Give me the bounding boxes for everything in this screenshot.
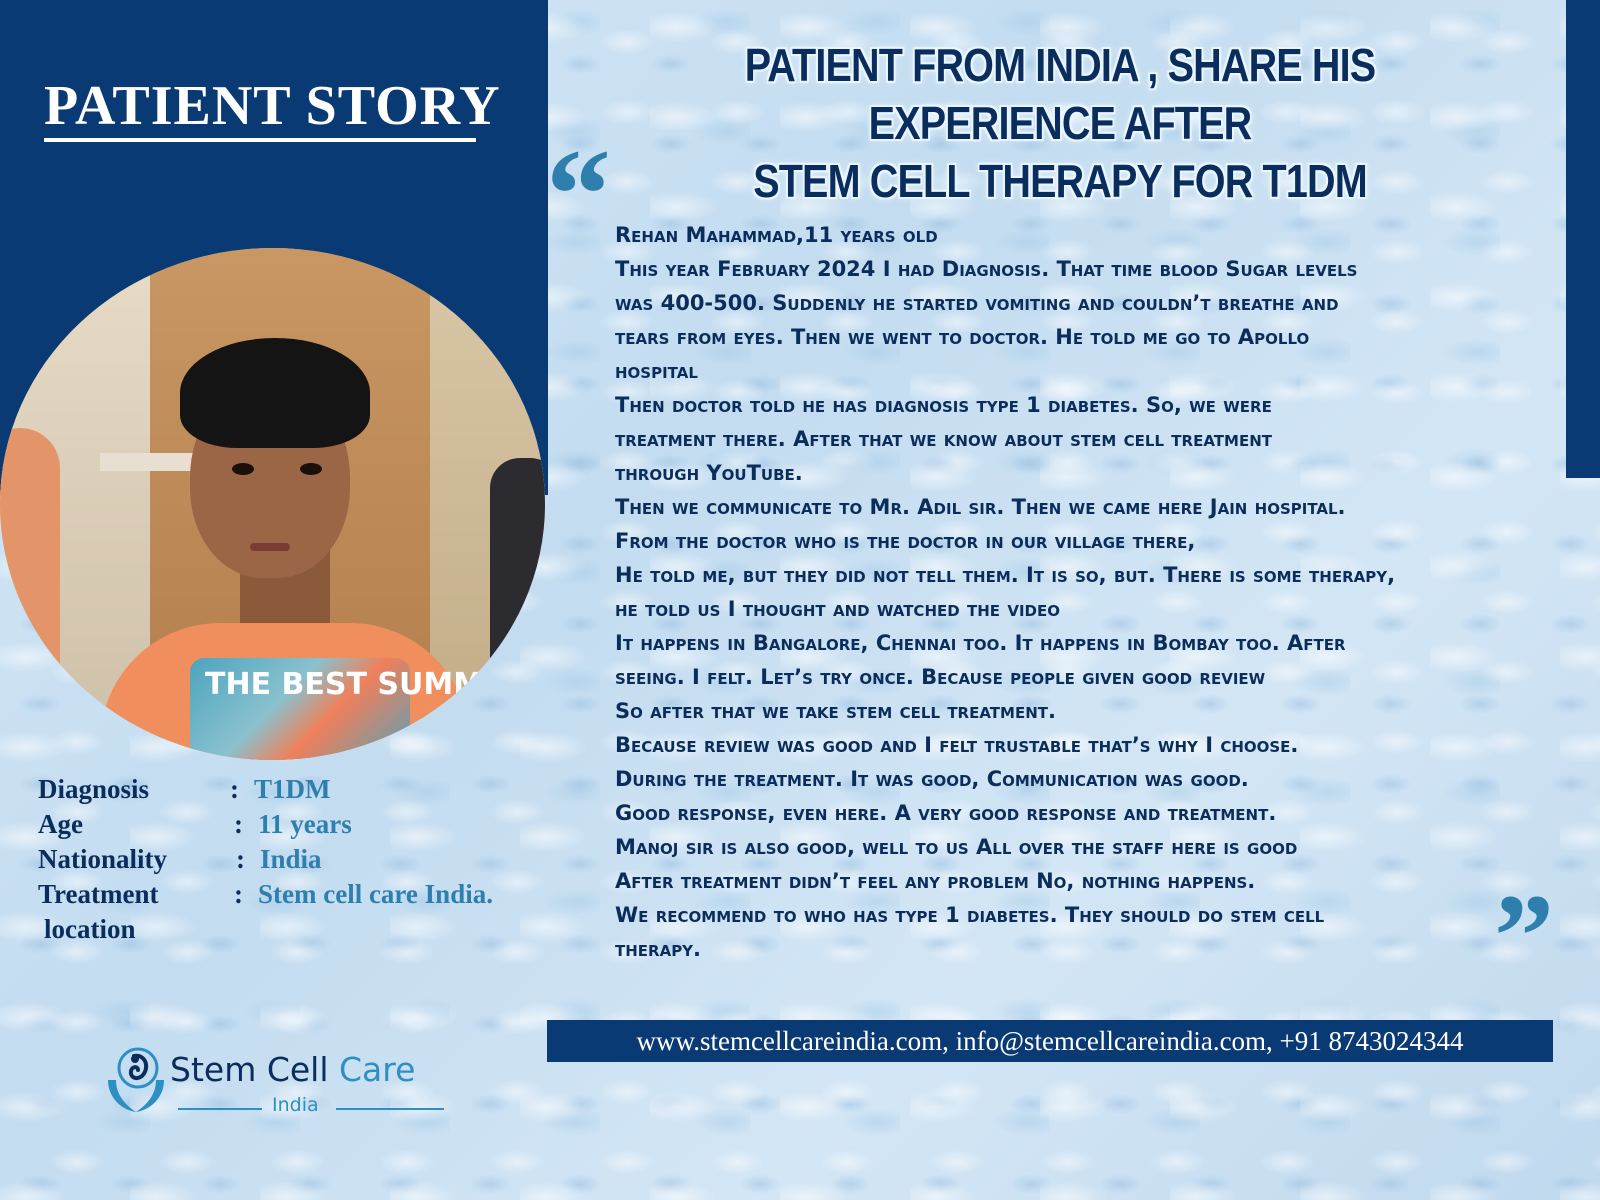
section-title: PATIENT STORY: [44, 75, 501, 137]
info-row-age: [38, 807, 598, 842]
stem-cell-care-logo: [104, 1046, 464, 1126]
logo-name: [170, 1050, 415, 1090]
age-label: Age: [38, 809, 83, 839]
story-line: tears from eyes. Then we went to doctor. He told me go to Apollo: [615, 325, 1310, 349]
story-line: Because review was good and I felt trustable that’s why I choose.: [615, 733, 1299, 757]
treatment-label: Treatment: [38, 879, 159, 909]
story-line: Then doctor told he has diagnosis type 1 diabetes. So, we were: [615, 393, 1272, 417]
photo-shirt-print-text: THE BEST SUMMER: [205, 667, 527, 702]
nationality-label: Nationality: [38, 844, 168, 874]
photo-eye-left: [232, 463, 254, 475]
diagnosis-label: Diagnosis: [38, 774, 150, 804]
logo-rule-right: [336, 1108, 444, 1110]
info-row-treatment: [38, 877, 598, 944]
story-line: hospital: [615, 359, 698, 383]
story-line: After treatment didn’t feel any problem No, nothing happens.: [615, 869, 1256, 893]
info-row-nationality: [38, 842, 598, 877]
photo-hair: [180, 338, 370, 448]
story-line: seeing. I felt. Let’s try once. Because people given good review: [615, 665, 1266, 689]
photo-arm: [0, 428, 60, 760]
diagnosis-colon: :: [230, 774, 239, 804]
story-line: was 400-500. Suddenly he started vomiting and couldn’t breathe and: [615, 291, 1339, 315]
patient-info: [38, 772, 598, 944]
story-line: Then we communicate to Mr. Adil sir. Then we came here Jain hospital.: [615, 495, 1346, 519]
logo-subtitle: India: [272, 1094, 319, 1116]
story-line: So after that we take stem cell treatment.: [615, 699, 1056, 723]
treatment-colon: :: [234, 879, 243, 909]
story-line: through YouTube.: [615, 461, 803, 485]
logo-name-part2: Care: [339, 1050, 416, 1089]
nationality-colon: :: [236, 844, 245, 874]
story-line: Manoj sir is also good, well to us All over the staff here is good: [615, 835, 1298, 859]
info-row-diagnosis: [38, 772, 598, 807]
title-underline: [44, 138, 476, 142]
story-line: It happens in Bangalore, Chennai too. It happens in Bombay too. After: [615, 631, 1346, 655]
headline-line-2: STEM CELL THERAPY FOR T1DM: [753, 155, 1367, 207]
age-value: 11 years: [258, 809, 352, 839]
diagnosis-value: T1DM: [254, 774, 331, 804]
logo-name-part1: Stem Cell: [170, 1050, 339, 1089]
headline: [630, 36, 1490, 210]
story-line: therapy.: [615, 937, 702, 961]
photo-dark-figure: [490, 458, 545, 758]
headline-line-1: PATIENT FROM INDIA , SHARE HIS EXPERIENCE AFTER: [744, 39, 1376, 149]
treatment-value: Stem cell care India.: [258, 879, 493, 909]
photo-eye-right: [300, 463, 322, 475]
story-line: Rehan Mahammad,11 years old: [615, 223, 938, 247]
story-line: This year February 2024 I had Diagnosis. That time blood Sugar levels: [615, 257, 1358, 281]
open-quote-icon: “: [546, 123, 611, 267]
contact-bar: www.stemcellcareindia.com, info@stemcellcareindia.com, +91 8743024344: [547, 1020, 1553, 1062]
treatment-label-line2: location: [44, 914, 136, 944]
story-line: We recommend to who has type 1 diabetes. They should do stem cell: [615, 903, 1325, 927]
navy-panel-right: [1566, 0, 1600, 478]
story-line: During the treatment. It was good, Communication was good.: [615, 767, 1249, 791]
nationality-value: India: [260, 844, 322, 874]
story-line: From the doctor who is the doctor in our village there,: [615, 529, 1196, 553]
patient-photo: [0, 248, 545, 760]
photo-mouth: [250, 543, 290, 551]
logo-rule-left: [178, 1108, 262, 1110]
story-line: Good response, even here. A very good response and treatment.: [615, 801, 1277, 825]
embryo-in-hands-icon: [104, 1046, 168, 1118]
close-quote-icon: ”: [1494, 869, 1554, 1002]
story-line: He told me, but they did not tell them. It is so, but. There is some therapy,: [615, 563, 1396, 587]
testimonial-text: [615, 218, 1545, 966]
story-line: he told us I thought and watched the video: [615, 597, 1060, 621]
age-colon: :: [234, 809, 243, 839]
story-line: treatment there. After that we know about stem cell treatment: [615, 427, 1272, 451]
